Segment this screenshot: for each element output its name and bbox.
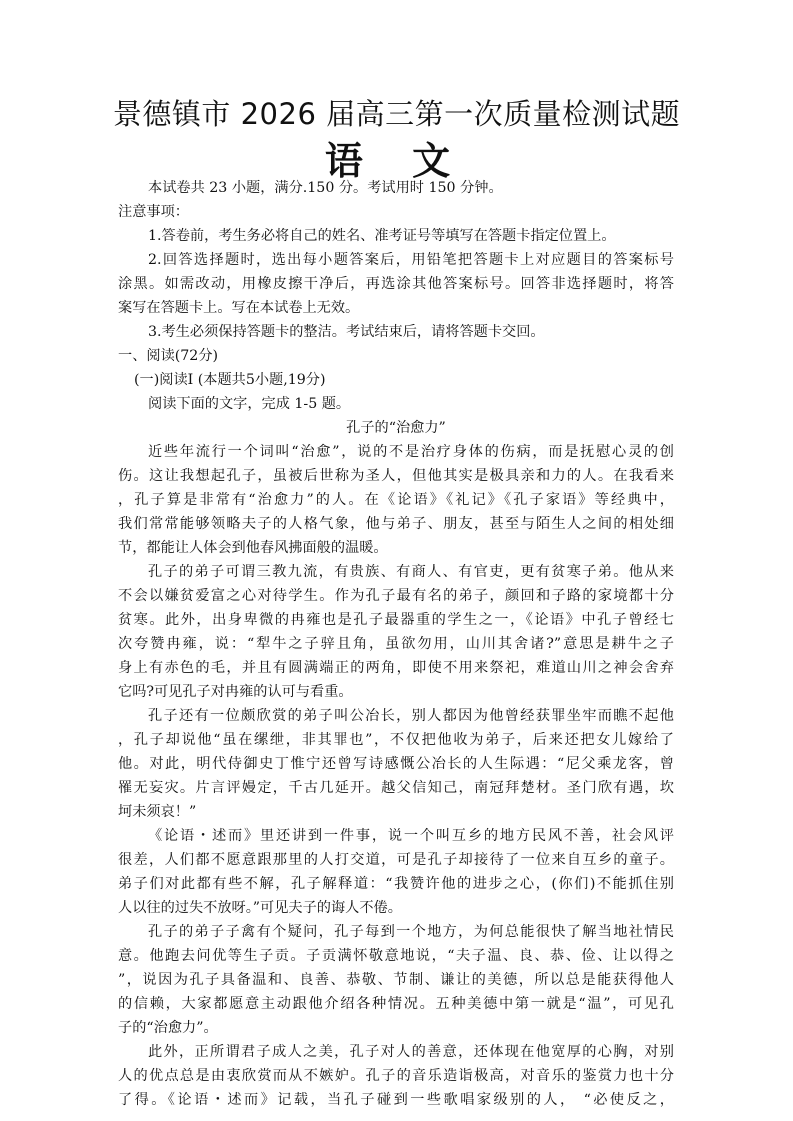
text-line: 3.考生必须保持答题卡的整洁。考试结束后，请将答题卡交回。 — [148, 324, 545, 340]
text-line: 坷未须哀！” — [118, 804, 197, 820]
text-line: 一、阅读(72分) — [118, 348, 219, 364]
text-line: ，孔子算是非常有“治愈力”的人。在《论语》《礼记》《孔子家语》等经典中， — [118, 492, 674, 508]
text-line: 次夸赞冉雍，说：“犁牛之子骍且角，虽欲勿用，山川其舍诸?”意思是耕牛之子 — [118, 636, 674, 652]
text-line: (一)阅读Ⅰ (本题共5小题,19分) — [134, 372, 326, 388]
text-line: 近些年流行一个词叫“治愈”，说的不是治疗身体的伤病，而是抚慰心灵的创 — [148, 444, 674, 460]
text-line: 罹无妄灾。片言评嫚定，千古几延开。越父信知己，南冠拜楚材。圣门欣有遇，坎 — [118, 780, 674, 796]
text-line: 身上有赤色的毛，并且有圆满端正的两角，即使不用来祭祀，难道山川之神会舍弃 — [118, 660, 674, 676]
text-line: 意。他跑去问优等生子贡。子贡满怀敬意地说，“夫子温、良、恭、俭、让以得之 — [118, 948, 674, 964]
text-line: 子的“治愈力”。 — [118, 1020, 218, 1036]
text-line: 涂黑。如需改动，用橡皮擦干净后，再选涂其他答案标号。回答非选择题时，将答 — [118, 276, 674, 292]
text-line: 案写在答题卡上。写在本试卷上无效。 — [118, 300, 360, 316]
text-line: 的信赖，大家都愿意主动跟他介绍各种情况。五种美德中第一就是“温”，可见孔 — [118, 996, 674, 1012]
text-line: ”，说因为孔子具备温和、良善、恭敬、节制、谦让的美德，所以总是能获得他人 — [118, 972, 674, 988]
text-line: 孔子的弟子子禽有个疑问，孔子每到一个地方，为何总能很快了解当地社情民 — [148, 924, 674, 940]
text-line: 不会以嫌贫爱富之心对待学生。作为孔子最有名的弟子，颜回和子路的家境都十分 — [118, 588, 674, 604]
text-line: 它吗?可见孔子对冉雍的认可与看重。 — [118, 684, 353, 700]
text-line: 我们常常能够领略夫子的人格气象，他与弟子、朋友，甚至与陌生人之间的相处细 — [118, 516, 674, 532]
text-line: 此外，正所谓君子成人之美，孔子对人的善意，还体现在他宽厚的心胸，对别 — [148, 1044, 674, 1060]
text-line: 人以往的过失不放呀。”可见夫子的诲人不倦。 — [118, 900, 402, 916]
text-line: 弟子们对此都有些不解，孔子解释道：“我赞许他的进步之心，(你们)不能抓住别 — [118, 876, 674, 892]
text-line: 孔子的“治愈力” — [346, 420, 446, 436]
text-line: 1.答卷前，考生务必将自己的姓名、准考证号等填写在答题卡指定位置上。 — [148, 228, 616, 244]
text-line: ，孔子却说他“虽在缧绁，非其罪也”，不仅把他收为弟子，后来还把女儿嫁给了 — [118, 732, 674, 748]
text-line: 贫寒。此外，出身卑微的冉雍也是孔子最器重的学生之一，《论语》中孔子曾经七 — [118, 612, 674, 628]
text-line: 2.回答选择题时，选出每小题答案后，用铅笔把答题卡上对应题目的答案标号 — [148, 252, 674, 268]
text-line: 了得。《论语・述而》记载，当孔子碰到一些歌唱家级别的人， “必使反之， — [118, 1092, 674, 1108]
subject-heading: 语 文 — [324, 139, 469, 183]
text-line: 很差，人们都不愿意跟那里的人打交道，可是孔子却接待了一位来自互乡的童子。 — [118, 852, 674, 868]
exam-body — [118, 176, 674, 1112]
exam-title: 景德镇市 2026 届高三第一次质量检测试题 — [112, 97, 681, 131]
text-line: 注意事项： — [118, 204, 189, 220]
text-line: 他。对此，明代侍御史丁惟宁还曾写诗感慨公冶长的人生际遇：“尼父乘龙客，曾 — [118, 756, 674, 772]
text-line: 《论语・述而》里还讲到一件事，说一个叫互乡的地方民风不善，社会风评 — [148, 828, 674, 844]
text-line: 节，都能让人体会到他春风拂面般的温暖。 — [118, 540, 388, 556]
text-line: 孔子还有一位颇欣赏的弟子叫公冶长，别人都因为他曾经获罪坐牢而瞧不起他 — [148, 708, 674, 724]
text-line: 人的优点总是由衷欣赏而从不嫉妒。孔子的音乐造诣极高，对音乐的鉴赏力也十分 — [118, 1068, 674, 1084]
text-line: 伤。这让我想起孔子，虽被后世称为圣人，但他其实是极具亲和力的人。在我看来 — [118, 468, 674, 484]
text-line: 阅读下面的文字，完成 1-5 题。 — [148, 396, 351, 412]
text-line: 孔子的弟子可谓三教九流，有贵族、有商人、有官吏，更有贫寒子弟。他从来 — [148, 564, 674, 580]
text-line: 本试卷共 23 小题，满分.150 分。考试用时 150 分钟。 — [148, 180, 503, 196]
